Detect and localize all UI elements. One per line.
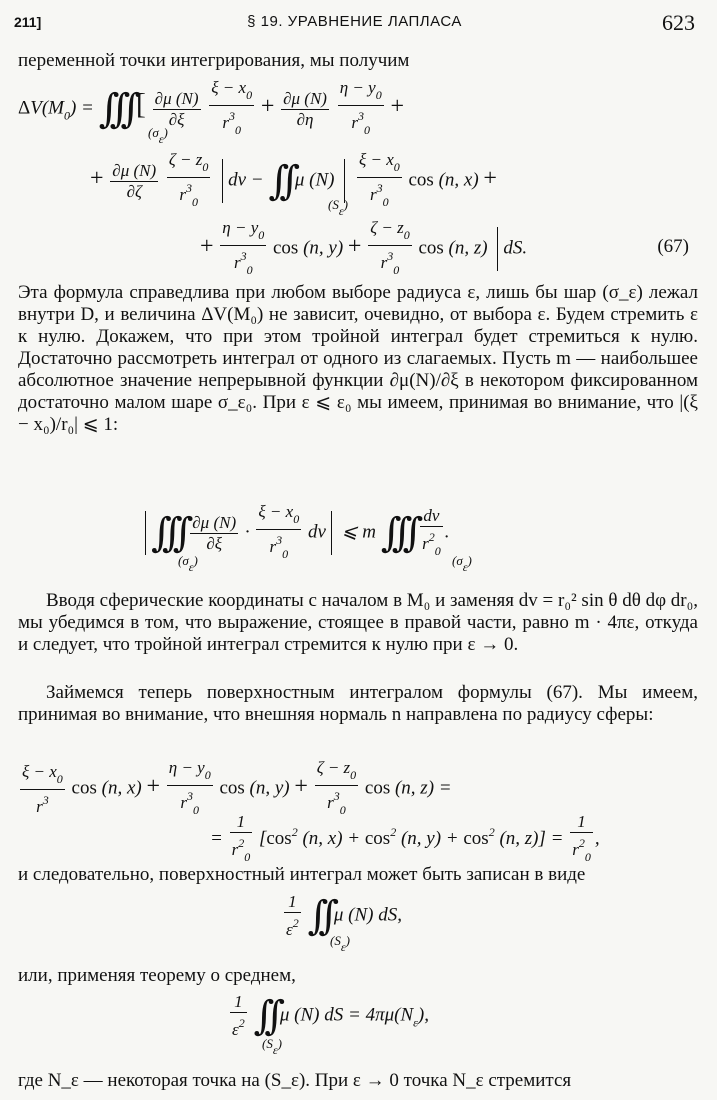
paragraph-7: где N_ε — некоторая точка на (S_ε). При ε → 0 точка N_ε стремится bbox=[18, 1070, 572, 1091]
equation-67-line-3: + $\frac{\eta - y_0}{r^3_0}$ cos (n, y) + $\frac{\zeta - z_0}{r^3_0}$ cos (n, z) dS. bbox=[200, 218, 528, 277]
region-s-eps-3: (Sε) bbox=[262, 1036, 282, 1057]
page-number: 623 bbox=[662, 10, 695, 35]
region-s-eps-2: (Sε) bbox=[330, 933, 350, 954]
paragraph-6: или, применяя теорему о среднем, bbox=[18, 965, 296, 986]
running-header bbox=[14, 10, 695, 36]
region-sigma-eps-right: (σε) bbox=[452, 553, 472, 574]
inequality-display: ∫∫∫ $\frac{\partial\mu (N)}{\partial\xi}$ · $\frac{\xi - x_0}{r^3_0}$ dv ⩽ m ∫∫∫ $\frac{dv}{r^2_0}$ . bbox=[140, 502, 449, 564]
paragraph-2: Эта формула справедлива при любом выборе радиуса ε, лишь бы шар (σ_ε) лежал внутри D, и величина ΔV(M₀) не зависит, очевидно, от выбора ε. Будем стремить ε к нулю. Докажем, что при этом тройной интеграл будет стремиться к нулю. Достаточно рассмотреть интеграл от одного из слагаемых. Пусть m — наибольшее абсолютное значение непрерывной функции ∂μ(N)/∂ξ в некотором фиксированном достаточно малом шаре σ_ε₀. При ε ⩽ ε₀ мы имеем, принимая во внимание, что |(ξ − x₀)/r₀| ⩽ 1: bbox=[18, 282, 698, 435]
normal-identity-line-2: = $\frac{1}{r^2_0}$ [$\cos^2$ (n, $x) + \cos^2 (n$, $y) + \cos^2 (n$, z)] = $\frac{1}{r^2_0}$ , bbox=[210, 812, 600, 864]
equation-number: (67) bbox=[657, 236, 689, 257]
paragraph-4: Займемся теперь поверхностным интегралом формулы (67). Мы имеем, принимая во внимание, что внешняя нормаль n направлена по радиусу сферы: bbox=[18, 682, 698, 725]
paragraph-5: и следовательно, поверхностный интеграл может быть записан в виде bbox=[18, 864, 586, 885]
section-ref: 211] bbox=[14, 14, 42, 30]
paragraph-1: переменной точки интегрирования, мы получим bbox=[18, 50, 410, 71]
normal-identity-line-1: $\frac{\xi - x_0}{r^3}$ cos (n, x) + $\frac{\eta - y_0}{r^3_0}$ cos (n, y) + $\frac{\zeta - z_0}{r^3_0}$ cos (n, z) = bbox=[22, 758, 452, 817]
region-sigma-eps: (σε) bbox=[148, 125, 168, 146]
section-title: § 19. УРАВНЕНИЕ ЛАПЛАСА bbox=[247, 13, 462, 30]
paragraph-3: Вводя сферические координаты с началом в M₀ и заменяя dv = r₀² sin θ dθ dφ dr₀, мы убедимся в том, что выражение, стоящее в правой части, равно m · 4πε, откуда и следует, что тройной интеграл стремится к нулю при ε → 0. bbox=[18, 590, 698, 655]
region-sigma-eps-left: (σε) bbox=[178, 553, 198, 574]
mean-value-display: $\frac{1}{\varepsilon^2}$ ∫∫ μ (N) dS = $4\pi\mu(N_\varepsilon)$, bbox=[232, 992, 429, 1039]
equation-67-line-1: $\Delta V(M_0)$ = ∫∫∫ [ $\frac{\partial\mu (N)}{\partial\xi}$ $\frac{\xi - x_0}{r^3_0}$ + $\frac{\partial\mu (N)}{\partial\eta}$ $\frac{\eta - y_0}{r^3_0}$ + bbox=[18, 78, 404, 137]
equation-67-line-2: + $\frac{\partial\mu (N)}{\partial\zeta}$ $\frac{\zeta - z_0}{r^3_0}$ dv − ∫∫ μ (N) $\frac{\xi - x_0}{r^3_0}$ cos (n, x) + bbox=[90, 150, 497, 209]
region-s-eps: (Sε) bbox=[328, 197, 348, 218]
surface-integral-display: $\frac{1}{\varepsilon^2}$ ∫∫ μ (N) dS, bbox=[286, 892, 403, 939]
